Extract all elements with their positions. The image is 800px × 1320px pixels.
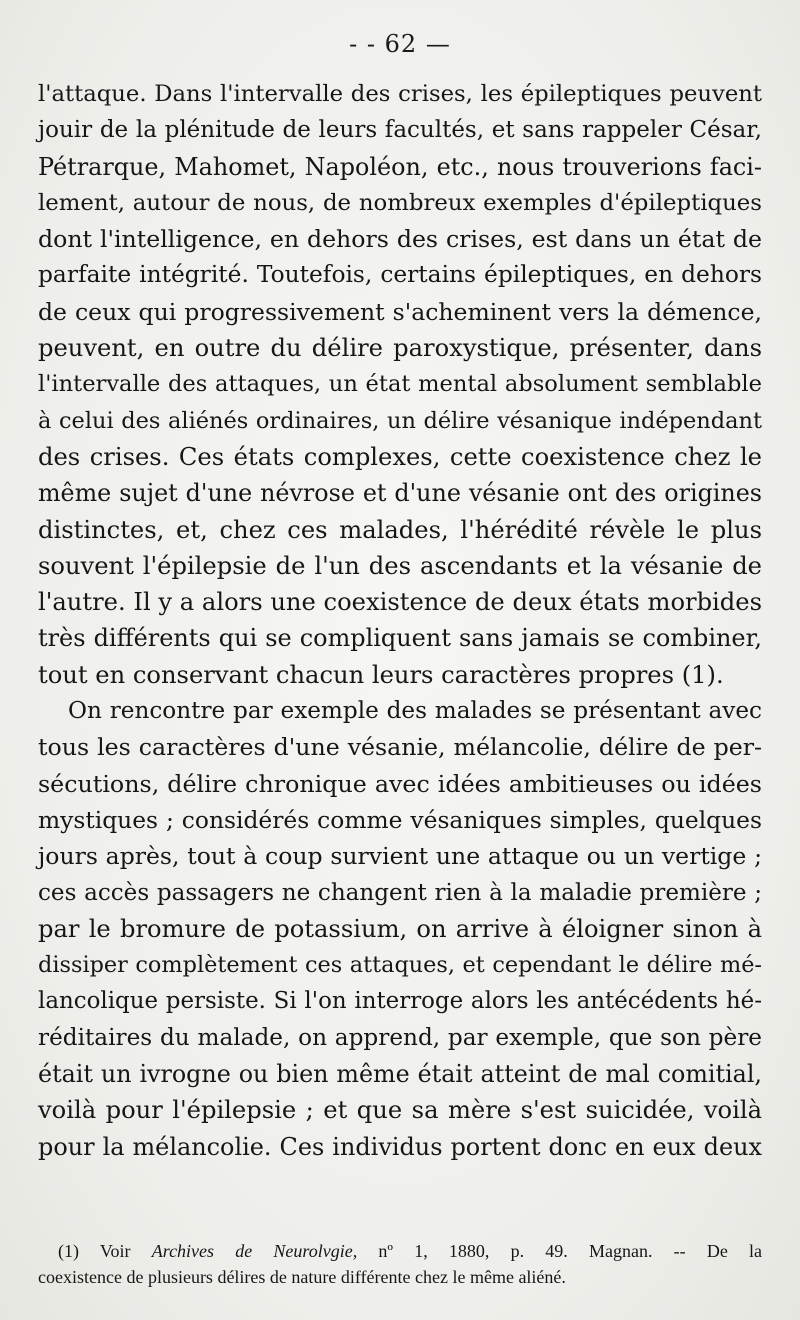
text-line: réditaires du malade, on apprend, par exemple, que son père	[38, 1023, 762, 1051]
text-line: parfaite intégrité. Toutefois, certains épileptiques, en dehors	[38, 261, 762, 289]
text-line: l'autre. Il y a alors une coexistence de deux états morbides	[38, 588, 762, 617]
text-line: tout en conservant chacun leurs caractères propres (1).	[38, 660, 724, 689]
paragraph	[38, 76, 762, 693]
page-number: - - 62 —	[349, 30, 451, 58]
text-line: l'intervalle des attaques, un état mental absolument semblable	[38, 371, 762, 398]
body-text	[38, 76, 762, 1165]
footnote-line	[38, 1238, 762, 1264]
text-line: très différents qui se compliquent sans jamais se combiner,	[38, 624, 762, 653]
text-line: peuvent, en outre du délire paroxystique, présenter, dans	[38, 334, 762, 363]
footnote	[38, 1238, 762, 1290]
text-line: par le bromure de potassium, on arrive à éloigner sinon à	[38, 914, 762, 943]
text-line: distinctes, et, chez ces malades, l'hérédité révèle le plus	[38, 515, 762, 544]
text-line: voilà pour l'épilepsie ; et que sa mère s'est suicidée, voilà	[38, 1096, 762, 1125]
text-line: lancolique persiste. Si l'on interroge alors les antécédents hé-	[38, 988, 762, 1015]
footnote-reference: nº 1, 1880, p. 49. Magnan. -- De la	[357, 1241, 763, 1261]
text-line: de ceux qui progressivement s'acheminent vers la démence,	[38, 297, 762, 326]
footnote-journal: Archives de Neurolvgie,	[151, 1241, 358, 1261]
footnote-line: coexistence de plusieurs délires de nature différente chez le même aliéné.	[38, 1267, 566, 1287]
text-line: tous les caractères d'une vésanie, mélancolie, délire de per-	[38, 733, 762, 762]
text-line: des crises. Ces états complexes, cette coexistence chez le	[38, 442, 762, 471]
text-line: jouir de la plénitude de leurs facultés, et sans rappeler César,	[38, 117, 762, 144]
paragraph	[38, 693, 762, 1165]
text-line: mystiques ; considérés comme vésaniques simples, quelques	[38, 805, 762, 834]
text-line: était un ivrogne ou bien même était atteint de mal comitial,	[38, 1060, 762, 1089]
text-line: lement, autour de nous, de nombreux exemples d'épileptiques	[38, 189, 762, 216]
text-line: sécutions, délire chronique avec idées ambitieuses ou idées	[38, 769, 762, 798]
text-line: dont l'intelligence, en dehors des crises, est dans un état de	[38, 225, 762, 254]
text-line: souvent l'épilepsie de l'un des ascendants et la vésanie de	[38, 551, 762, 580]
text-line: Pétrarque, Mahomet, Napoléon, etc., nous trouverions faci-	[38, 152, 762, 181]
text-line: à celui des aliénés ordinaires, un délire vésanique indépendant	[38, 407, 762, 434]
text-line: On rencontre par exemple des malades se présentant avec	[68, 698, 762, 725]
text-line: dissiper complètement ces attaques, et cependant le délire mé-	[38, 952, 762, 979]
text-line: même sujet d'une névrose et d'une vésanie ont des origines	[38, 479, 762, 508]
text-line: l'attaque. Dans l'intervalle des crises, les épileptiques peuvent	[38, 81, 762, 107]
text-line: jours après, tout à coup survient une attaque ou un vertige ;	[38, 842, 762, 871]
text-line: pour la mélancolie. Ces individus portent donc en eux deux	[38, 1132, 762, 1161]
text-line: ces accès passagers ne changent rien à la maladie première ;	[38, 879, 762, 906]
footnote-prefix: (1) Voir	[58, 1241, 152, 1261]
